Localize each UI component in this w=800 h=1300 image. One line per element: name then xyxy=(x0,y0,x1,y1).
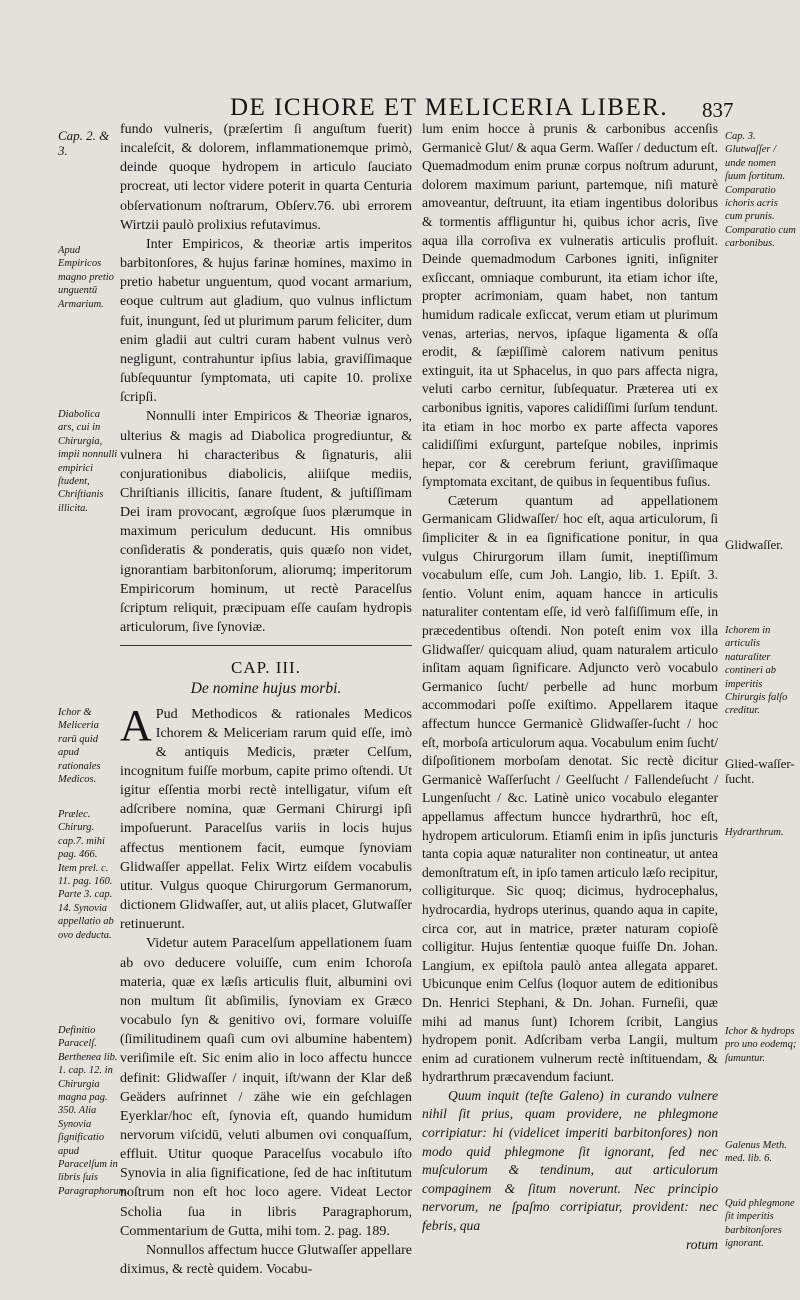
margin-note-right: Glied-waſſer-ſucht. xyxy=(725,756,795,786)
page-number: 837 xyxy=(702,98,734,122)
margin-note-right: Cap. 3. Glutwaſſer / unde nomen ſuum ſortitum. Comparatio ichoris acris cum prunis. Comparatio cum carbonibus. xyxy=(725,131,796,250)
catchword: rotum xyxy=(686,1236,718,1252)
paragraph: Inter Empiricos, & theoriæ artis imperitos barbitonſores, & hujus farinæ homines, maximo in pretio habetur unguentum, quod vocant armarium, eoque cultrum aut gladium, quo vulnus inflictum fuit, inungunt, ſed ut plurimum parum feliciter, dum enim gladii aut cultri curam habent vulnus verò negligunt, contrahuntur ipſius labia, graviſſimaque ſubſequuntur ſymptomata, uti capite 10. prolixe ſcripſi. xyxy=(120,236,412,406)
margin-note-right: Ichorem in articulis naturaliter contineri ab imperitis Chirurgis falſo creditur. xyxy=(725,625,788,717)
margin-note-left: Prælec. Chirurg. cap.7. mihi pag. 466. Item prel. c. 11. pag. 160. Parte 3. cap. 14. Synovia appellatio ab ovo deducta. xyxy=(58,809,114,941)
margin-note-left: Cap. 2. & 3. xyxy=(58,128,110,158)
paragraph: Nonnulli inter Empiricos & Theoriæ ignaros, ulterius & magis ad Diabolica progrediuntur, & vulnera hi characteribus & ſignaturis, alii conjurationibus diabolicis, aliiſque mediis, Chriſtianis illicitis, ſanare ſtudent, & juſtiſſimam Dei iram provocant, ægroſque ſuos plærumque in maximum periculum deducunt. His omnibus conſideratis & ponderatis, quis quæſo non videt, ignorantiam barbitonſorum, aliorumq; imperitorum Empiricorum hominum, ut rectè Paracelſus ſcriptum reliquit, præcipuam eſſe cauſam hydropis articulorum, ſive ſynoviæ. xyxy=(120,409,412,636)
paragraph xyxy=(120,700,412,935)
margin-note-right: Glidwaſſer. xyxy=(725,537,784,552)
margin-note-right: Ichor & hydrops pro uno eodemq; ſumuntur. xyxy=(725,1026,797,1064)
left-column xyxy=(120,120,412,1279)
chapter-subtitle: De nomine hujus morbi. xyxy=(190,680,342,698)
running-title: DE ICHORE ET MELICERIA LIBER. xyxy=(230,94,669,121)
quotation-paragraph: Quum inquit (teſte Galeno) in curando vulnere nihil ſit prius, quam providere, ne phlegmone corripiatur: hi (videlicet imperiti barbitonſores) non modo quid phlegmone ſit ignorant, ſed nec muſculorum & tendinum, aut articulorum compaginem & ſitum noverunt. Nec principio nervorum, ne ſpaſmo corripiatur, provident: nec febris, qua xyxy=(422,1087,718,1234)
paragraph: lum enim hocce à prunis & carbonibus accenſis Germanicè Glut/ & aqua Germ. Waſſer / deductum eſt. Quemadmodum enim prunæ corpus noſtrum adurunt, dolorem maximum pariunt, partemque, niſi maturè amoveantur, deſtruunt, ita etiam ingentibus doloribus & tormentis affliguntur hi, quibus ichor acris, ſive aqua illa corroſiva ex vulneratis articulis profluit. Deinde quemadmodum Carbones igniti, inſigniter exſiccant, omniaque comburunt, ita etiam ichor iſte, propter acrimoniam, quam habet, non tantum humidum radicale exſiccat, verum etiam ut plurimum venas, arterias, nervos, ipſaque ligamenta & oſſa erodit, & ſæpiſſimè calorem nativum penitus extinguit, ita ut Sphacelus, in quo pars affecta nigra, veluti carbo cernitur, ſubſequatur. Præterea uti ex carbonibus ignitis, vapores calidiſſimi ſurſum tendunt. ita etiam in hoc morbo ex parte affecta vapores calidiſſimi exſurgunt, parteſque nobiles, inprimis hepar, cor & cerebrum feriunt, graviſſimaque ſymptomata excitant, de quibus in ſequentibus fuſius. xyxy=(422,121,718,490)
chapter-title: CAP. III. xyxy=(231,658,301,678)
margin-note-left: Apud Empiricos magno pretio unguentū Armarium. xyxy=(58,245,114,310)
margin-note-right: Galenus Meth. med. lib. 6. xyxy=(725,1140,787,1165)
drop-cap: A xyxy=(120,700,152,750)
paragraph: fundo vulneris, (præſertim ſi anguſtum fuerit) incaleſcit, & dolorem, inflammationemque primò, deinde quoque hydropem in articulo ſauciato procreat, uti lector videre poterit in quarta Centuria obſervationum noſtrarum, Obſerv.76. ubi errorem Wirtzii paulò prolixius refutavimus. xyxy=(120,122,412,233)
margin-note-right: Hydrarthrum. xyxy=(725,827,784,838)
margin-note-left: Diabolica ars, cui in Chirurgia, impii nonnulli empirici ſtudent, Chriſtianis illicita. xyxy=(58,409,118,514)
section-rule xyxy=(120,645,412,646)
paragraph: Cæterum quantum ad appellationem Germanicam Glidwaſſer/ hoc eſt, aqua articulorum, ſi ſimpliciter & in ea ſignificatione ponitur, in qua vulgus Chirurgorum illam ſumit, ineptiſſimum vocabulum eſſe, cum Joh. Langio, lib. 1. Epiſt. 3. ſentio. Volunt enim, aquam hancce in articulis naturaliter contentam eſſe, id verò falſiſſimum eſſe, in præcedentibus oſtendi. Non poteſt enim vox illa Glidwaſſer/ quicquam aliud, quam naturalem articulo inſitam aquam ſignificare. Adjuncto verò vocabulo Germanico ſucht/ perbelle ad hunc morbum accommodari poſſe exiſtimo. Appellarem itaque affectum huncce Germanicè Glidwaſſer-ſucht / hoc eſt, morboſa articulorum aqua. Vocabulum enim ſucht/ diſpoſitionem morboſam denotat. Sic rectè dicitur Germanicè Waſſerſucht / Geelſucht / Fallendeſucht / Lungenſucht / &c. Latinè unico vocabulo eleganter appellamus affectum huncce hydrarthrū, hoc eſt, hydropem articulorum. Etiamſi enim in ipſis juncturis tanta copia aquæ naturaliter non contineatur, ut antea demonſtratum eſt, in ipſo tamen articulo læſo recipitur, colligiturque. Sic quoq; dicimus, hydrocephalus, hydrocardia, hydrops uterinus, quando aqua in capite, circa cor, aut in matrice, præter naturam copioſè colligitur. Hujus ſententiæ quoque fuiſſe Dn. Johan. Langium, ex epiſtola paulò antea allegata apparet. Ubicunque enim Celſus (loquor autem de editionibus Dn. Henrici Stephani, & Dn. Johan. Furneſii, quæ mihi ad manus ſunt) Ichorem ſcribit, Langius hydropem ponit. Adſcribam verba Langii, multum enim ad curationem vulnerum rectè inſtituendam, & hydrarthrum præcavendum faciunt. xyxy=(422,492,718,1085)
margin-note-left: Ichor & Meliceria rarū quid apud rationales Medicos. xyxy=(58,707,101,786)
paragraph-text: Pud Methodicos & rationales Medicos Ichorem & Meliceriam rarum quid eſſe, imò & antiquis Medicis, præter Celſum, incognitum fuiſſe morbum, capite primo oſtendi. Ut igitur eſſentia morbi rectè intelligatur, viſum eſt adſcribere nomina, quæ Germani Chirurgi ipſi impoſuerunt. Paracelſus variis in locis hujus affectus mentionem facit, eumque ſynoviam Glidwaſſer appellat. Felix Wirtz eiſdem vocabulis utitur. Vulgus quoque Chirurgorum Germanorum, dictionem Glidwaſſer, aut, ut aliis placet, Glutwaſſer retinuerunt. xyxy=(120,706,412,933)
right-column xyxy=(422,120,718,1254)
paragraph: Videtur autem Paracelſum appellationem ſuam ab ovo deducere voluiſſe, cum enim Ichoroſa materia, quæ ex læſis articulis fluit, albumini ovi non multum ſit abſimilis, ſynoviam ex Græco vocabulo ſyn & genitivo ovi, formare voluiſſe (ſimilitudinem quaſi cum ovi albumine habentem) veriſimile eſt. Sic enim alio in loco affectu huncce definit: Glidwaſſer / inquit, iſt/wann der Klar deß Geäders auſrinnet / zähe wie ein geſchlagen Eyerklar/hoc eſt, ſynovia eſt, quando humidum nervorum viſcidū, veluti albumen ovi conquaſſum, effluit. Utitur quoque Paracelſus vocabulo iſto Synovia in alia ſignificatione, ſed de hac inſtitutum noſtrum non eſt hoc loco agere. Videat Lector Scholia ſua in libris Paragraphorum, Commentarium de Gutta, mihi tom. 2. pag. 189. xyxy=(120,936,412,1239)
margin-note-right: Quid phlegmone ſit imperitis barbitonſores ignorant. xyxy=(725,1198,795,1250)
margin-note-left: Definitio Paracelſ. Berthenea lib. 1. cap. 12. in Chirurgia magna pag. 350. Alia Synovia ſignificatio apud Paracelſum in libris ſuis Paragraphorum. xyxy=(58,1025,129,1197)
paragraph: Nonnullos affectum hucce Glutwaſſer appellare diximus, & rectè quidem. Vocabu- xyxy=(120,1242,412,1278)
